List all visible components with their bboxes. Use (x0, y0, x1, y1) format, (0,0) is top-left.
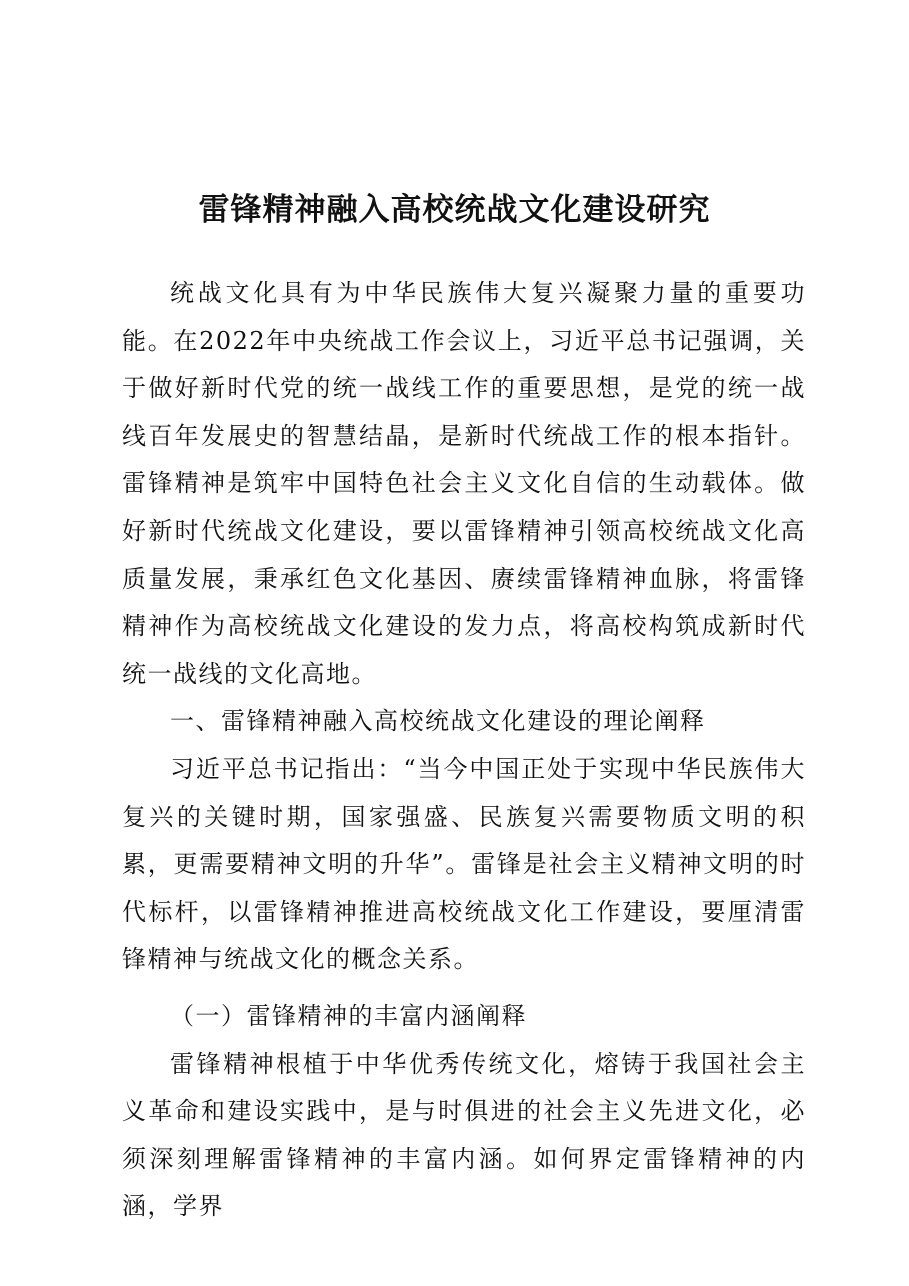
document-body (122, 270, 806, 1231)
section-heading-1: 一、雷锋精神融入高校统战文化建设的理论阐释 (170, 707, 706, 736)
paragraph-intro: 统战文化具有为中华民族伟大复兴凝聚力量的重要功能。在2022年中央统战工作会议上，习近平总书记强调，关于做好新时代党的统一战线工作的重要思想，是党的统一战线百年发展史的智慧结晶，是新时代统战工作的根本指针。雷锋精神是筑牢中国特色社会主义文化自信的生动载体。做好新时代统战文化建设，要以雷锋精神引领高校统战文化高质量发展，秉承红色文化基因、赓续雷锋精神血脉，将雷锋精神作为高校统战文化建设的发力点，将高校构筑成新时代统一战线的文化高地。 (122, 279, 806, 688)
paragraph-connotation: 雷锋精神根植于中华优秀传统文化，熔铸于我国社会主义革命和建设实践中，是与时俱进的社会主义先进文化，必须深刻理解雷锋精神的丰富内涵。如何界定雷锋精神的内涵，学界 (122, 1049, 806, 1221)
document-title: 雷锋精神融入高校统战文化建设研究 (198, 192, 711, 228)
paragraph-quote: 习近平总书记指出：“当今中国正处于实现中华民族伟大复兴的关键时期，国家强盛、民族复兴需要物质文明的积累，更需要精神文明的升华”。雷锋是社会主义精神文明的时代标杆，以雷锋精神推进高校统战文化工作建设，要厘清雷锋精神与统战文化的概念关系。 (122, 754, 806, 974)
subsection-heading-1: （一）雷锋精神的丰富内涵阐释 (170, 1001, 527, 1030)
